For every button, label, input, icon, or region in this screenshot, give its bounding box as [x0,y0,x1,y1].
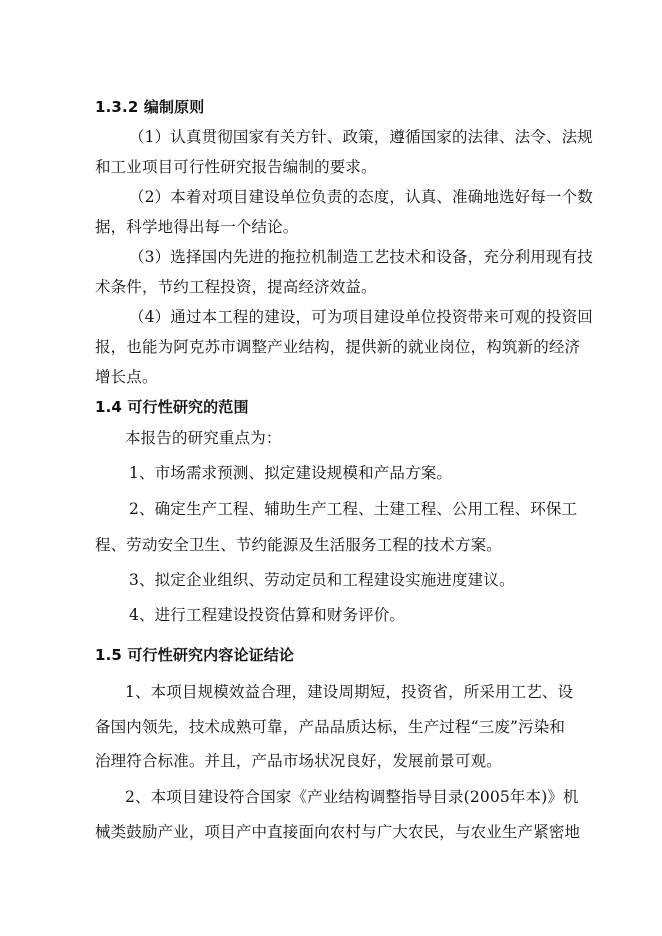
list-item: 1、市场需求预测、拟定建设规模和产品方案。 [129,464,453,482]
paragraph-line: 本报告的研究重点为： [125,429,282,447]
list-item-continuation: 程、劳动安全卫生、节约能源及生活服务工程的技术方案。 [95,536,502,554]
paragraph-line: （4）通过本工程的建设，可为项目建设单位投资带来可观的投资回 [129,308,593,326]
paragraph-line: 术条件，节约工程投资，提高经济效益。 [95,278,377,296]
section-heading-1-4: 1.4 可行性研究的范围 [95,398,249,416]
list-item-continuation: 械类鼓励产业，项目产中直接面向农村与广大农民，与农业生产紧密地 [95,823,581,841]
list-item: 2、本项目建设符合国家《产业结构调整指导目录(2005年本)》机 [125,788,579,806]
section-heading-1-5: 1.5 可行性研究内容论证结论 [95,646,295,664]
paragraph-line: （1）认真贯彻国家有关方针、政策，遵循国家的法律、法令、法规 [129,128,593,146]
list-item: 2、确定生产工程、辅助生产工程、土建工程、公用工程、环保工 [129,500,578,518]
list-item-continuation: 备国内领先，技术成熟可靠，产品品质达标，生产过程“三废”污染和 [95,718,566,736]
paragraph-line: 增长点。 [95,368,158,386]
paragraph-line: 报，也能为阿克苏市调整产业结构，提供新的就业岗位，构筑新的经济 [95,338,581,356]
paragraph-line: 和工业项目可行性研究报告编制的要求。 [95,158,377,176]
list-item: 4、进行工程建设投资估算和财务评价。 [129,606,406,624]
paragraph-line: （3）选择国内先进的拖拉机制造工艺技术和设备，充分利用现有技 [129,248,593,266]
list-item: 3、拟定企业组织、劳动定员和工程建设实施进度建议。 [129,571,515,589]
list-item: 1、本项目规模效益合理，建设周期短，投资省，所采用工艺、设 [125,683,574,701]
paragraph-line: （2）本着对项目建设单位负责的态度，认真、准确地选好每一个数 [129,188,593,206]
section-heading-1-3-2: 1.3.2 编制原则 [95,98,205,116]
paragraph-line: 据，科学地得出每一个结论。 [95,218,299,236]
list-item-continuation: 治理符合标准。并且，产品市场状况良好，发展前景可观。 [95,752,502,770]
